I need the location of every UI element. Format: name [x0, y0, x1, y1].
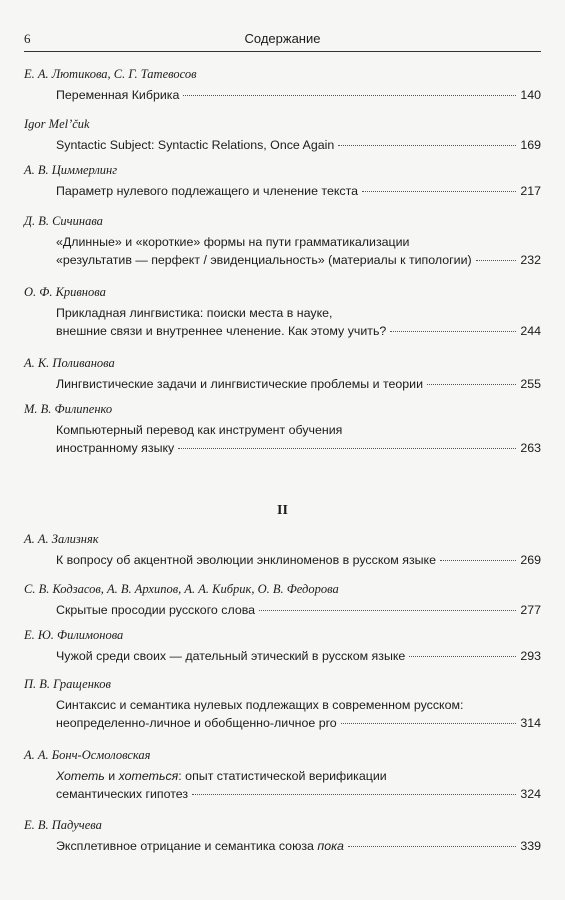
entry-title-line: неопределенно-личное и обобщенно-личное pro: [56, 716, 337, 730]
dot-leader: [183, 94, 516, 96]
entry-title-line: «результатив — перфект / эвиденциальность» (материалы к типологии): [56, 253, 472, 267]
toc-entry[interactable]: [24, 747, 541, 803]
toc-entry[interactable]: [24, 162, 541, 200]
entry-page-number: 169: [520, 138, 541, 152]
dot-leader: [348, 845, 516, 847]
entry-title: [56, 304, 541, 340]
toc-entry[interactable]: [24, 817, 541, 855]
page-number: 6: [24, 31, 31, 46]
entry-page-number: 269: [520, 553, 541, 567]
entry-title: [56, 551, 541, 569]
entry-title: [56, 601, 541, 619]
entry-title: [56, 375, 541, 393]
dot-leader: [259, 609, 516, 611]
entry-authors: Д. В. Сичинава: [24, 214, 103, 228]
toc-entry[interactable]: [24, 213, 541, 269]
entry-authors: А. К. Поливанова: [24, 356, 115, 370]
entry-authors: Igor Mel’čuk: [24, 117, 90, 131]
dot-leader: [178, 447, 516, 449]
entry-title-line: Скрытые просодии русского слова: [56, 603, 256, 617]
entry-page-number: 232: [520, 253, 541, 267]
entry-title-line: Прикладная лингвистика: поиски места в науке,: [56, 306, 333, 320]
entry-title-line: Лингвистические задачи и лингвистические проблемы и теории: [56, 377, 423, 391]
entry-title-line: Чужой среди своих — дательный этический в русском языке: [56, 649, 406, 663]
toc-entry[interactable]: [24, 581, 541, 619]
entry-authors: А. В. Циммерлинг: [24, 163, 118, 177]
dot-leader: [440, 559, 516, 561]
entry-title-line: Параметр нулевого подлежащего и членение текста: [56, 184, 359, 198]
entry-title-line: Компьютерный перевод как инструмент обучения: [56, 423, 343, 437]
entry-title: [56, 182, 541, 200]
entry-title-line: К вопросу об акцентной эволюции энклиноменов в русском языке: [56, 553, 436, 567]
running-title: Содержание: [244, 31, 321, 46]
toc-entry[interactable]: [24, 676, 541, 732]
dot-leader: [341, 722, 517, 724]
dot-leader: [390, 330, 516, 332]
toc-entry[interactable]: [24, 66, 541, 104]
toc-entry[interactable]: [24, 531, 541, 569]
toc-entry[interactable]: [24, 401, 541, 457]
toc-entry[interactable]: [24, 355, 541, 393]
entry-title: [56, 86, 541, 104]
entry-page-number: 217: [520, 184, 541, 198]
entry-page-number: 277: [520, 603, 541, 617]
entry-authors: М. В. Филипенко: [24, 402, 113, 416]
dot-leader: [427, 383, 516, 385]
toc-entry[interactable]: [24, 284, 541, 340]
entry-title: [56, 767, 541, 803]
dot-leader: [362, 190, 516, 192]
entry-authors: Е. В. Падучева: [24, 818, 102, 832]
entry-authors: Е. Ю. Филимонова: [24, 628, 124, 642]
entry-title-line: «Длинные» и «короткие» формы на пути грамматикализации: [56, 235, 410, 249]
dot-leader: [476, 259, 517, 261]
entry-authors: А. А. Бонч-Осмоловская: [24, 748, 151, 762]
entry-title: [56, 837, 541, 855]
entry-authors: П. В. Гращенков: [24, 677, 111, 691]
entry-title: [56, 696, 541, 732]
page-header: [24, 29, 541, 52]
entry-title: [56, 647, 541, 665]
dot-leader: [192, 793, 516, 795]
section-marker: II: [277, 503, 288, 518]
entry-page-number: 293: [520, 649, 541, 663]
entry-title: [56, 421, 541, 457]
entry-title-line: Синтаксис и семантика нулевых подлежащих в современном русском:: [56, 698, 464, 712]
entry-page-number: 244: [520, 324, 541, 338]
toc-entry[interactable]: [24, 116, 541, 154]
entry-title: [56, 136, 541, 154]
entry-title-line: семантических гипотез: [56, 787, 189, 801]
dot-leader: [409, 655, 516, 657]
entry-title: [56, 233, 541, 269]
entry-title-line: иностранному языку: [56, 441, 175, 455]
entry-page-number: 324: [520, 787, 541, 801]
entry-title-line: Эксплетивное отрицание и семантика союза пока: [56, 839, 344, 853]
entry-page-number: 263: [520, 441, 541, 455]
entry-page-number: 140: [520, 88, 541, 102]
entry-authors: С. В. Кодзасов, А. В. Архипов, А. А. Кибрик, О. В. Федорова: [24, 582, 339, 596]
entry-title-line: внешние связи и внутреннее членение. Как этому учить?: [56, 324, 387, 338]
entry-authors: А. А. Зализняк: [24, 532, 99, 546]
entry-title-line: Syntactic Subject: Syntactic Relations, Once Again: [56, 138, 335, 152]
entry-authors: О. Ф. Кривнова: [24, 285, 106, 299]
entry-title-line: Переменная Кибрика: [56, 88, 180, 102]
entry-page-number: 339: [520, 839, 541, 853]
toc-entry[interactable]: [24, 627, 541, 665]
entry-authors: Е. А. Лютикова, С. Г. Татевосов: [24, 67, 197, 81]
entry-page-number: 255: [520, 377, 541, 391]
dot-leader: [338, 144, 516, 146]
entry-page-number: 314: [520, 716, 541, 730]
entry-title-line: Хотеть и хотеться: опыт статистической верификации: [56, 769, 387, 783]
